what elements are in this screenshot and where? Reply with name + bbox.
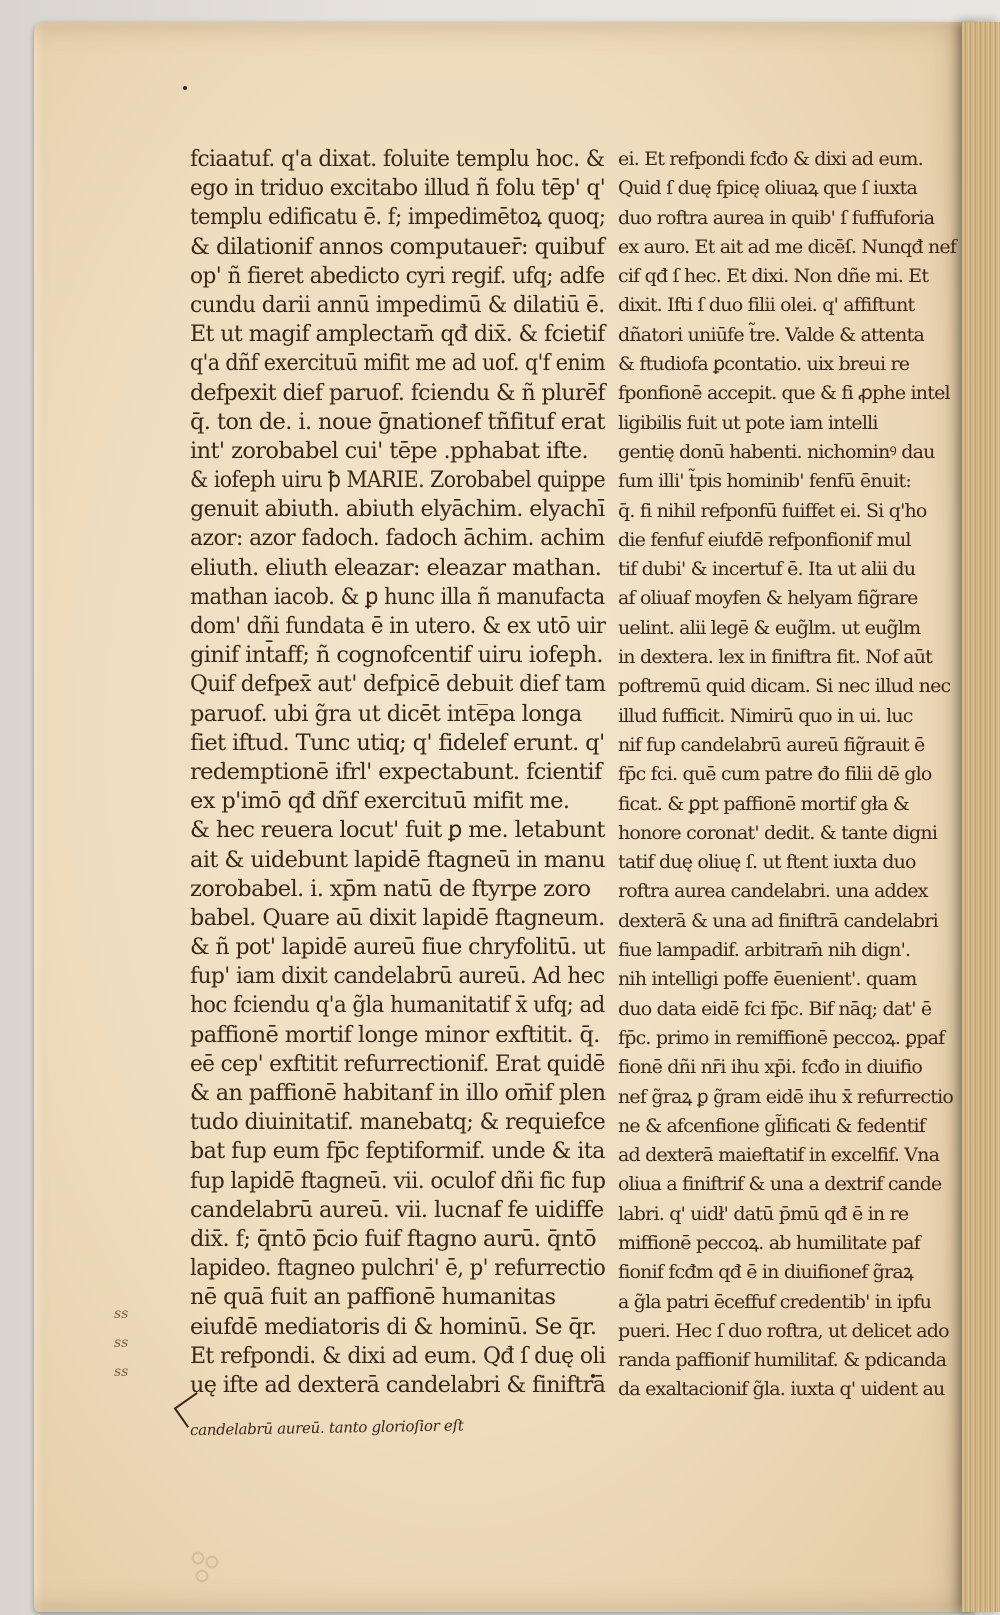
text-line: redemptionē ifrl' expectabunt. fcientif <box>190 758 602 785</box>
text-line: & ñ pot' lapidē aureū fiue chryfolitū. ut <box>190 934 605 961</box>
text-line: roftra aurea candelabri. una addex <box>618 880 928 903</box>
text-line: af oliuaf moyfen & helyam fig̃rare <box>618 587 918 610</box>
text-line: poftremū quid dicam. Si nec illud nec <box>618 675 951 698</box>
text-line: dom' dñi fundata ē in utero. & ex utō uir <box>190 613 606 639</box>
text-line: eē cep' exftitit refurrectionif. Erat quidē <box>190 1050 605 1077</box>
text-line: nif fup candelabrū aureū fig̃rauit ē <box>618 733 925 756</box>
text-line: & an paffionē habitanf in illo om̄if plen <box>190 1080 606 1106</box>
text-line: fp̄c. primo in remiffionē peccoꝝ. ꝑpaf <box>618 1026 945 1049</box>
text-line: Et ut magif amplectam̄ qđ dix̄. & fcietif <box>190 321 605 348</box>
margin-mark: ss <box>114 1335 129 1351</box>
text-line: nih intelligi poffe ēuenient'. quam <box>618 968 917 991</box>
text-line: pueri. Hec ſ duo roftra, ut delicet ado <box>618 1319 949 1342</box>
left-text-column <box>190 145 605 1400</box>
text-line: babel. Quare aū dixit lapidē ftagneum. <box>190 904 605 931</box>
text-line: oliua a finiftrif & una a dextrif cande <box>618 1173 942 1196</box>
text-line: fup lapidē ftagneū. vii. oculof dñi fic fup <box>190 1167 606 1194</box>
text-line: ligibilis fuit ut pote iam intelli <box>618 411 878 434</box>
text-line: eiufdē mediatoris di & hominū. Se q̄r. <box>190 1313 597 1340</box>
text-line: ne & afcenfione gl̃ificati & fedentif <box>618 1114 925 1137</box>
text-line: hoc fciendu q'a g̃la humanitatif x̄ ufq; ad <box>190 992 605 1019</box>
text-line: ficat. & ꝑpt paffionē mortif gła & <box>618 792 909 815</box>
ink-dot <box>183 86 187 90</box>
text-line: op' ñ fieret abedicto cyri regif. ufq; adfe <box>190 262 605 289</box>
text-line: q'a dñf exercituū mifit me ad uof. q'f enim <box>190 350 606 377</box>
text-line: fp̄c fci. quē cum patre đo filii dē glo <box>618 763 932 786</box>
text-line: fiue lampadif. arbitram̄ nih dign'. <box>618 939 911 962</box>
text-line: dñatori uniūfe t̃re. Valde & attenta <box>618 323 924 346</box>
text-line: randa paffionif humilitaf. & pdicanda <box>618 1349 947 1372</box>
text-line: ad dexterā maieftatif in excelfif. Vna <box>618 1144 940 1167</box>
text-line: ego in triduo excitabo illud ñ folu tēp' q' <box>190 175 606 202</box>
text-line: int' zorobabel cui' tēpe .pphabat ifte. <box>190 437 589 464</box>
text-line: azor: azor fadoch. fadoch āchim. achim <box>190 525 605 552</box>
margin-mark: ss <box>114 1364 129 1380</box>
text-line: templu edificatu ē. f; impedimētoꝝ quoq; <box>190 204 606 231</box>
text-line: dixit. Ifti ſ duo filii olei. q' affiftunt <box>618 294 915 317</box>
text-line: fionē dñi nr̄i ihu xp̄i. fcđo in diuifio <box>618 1056 923 1079</box>
text-line: ait & uidebunt lapidē ftagneū in manu <box>190 846 606 873</box>
text-line: fum illi' t̃pis hominib' fenfū ēnuit: <box>618 470 911 493</box>
text-line: honore coronat' dedit. & tante digni <box>618 821 938 844</box>
text-line: paruof. ubi g̃ra ut dicēt inte̅pa longa <box>190 700 582 727</box>
text-line: bat fup eum fp̄c feptiformif. unde & ita <box>190 1138 605 1165</box>
text-line: & hec reuera locut' fuit ꝑ me. letabunt <box>190 817 605 844</box>
text-line: in dextera. lex in finiftra fit. Nof aūt <box>618 646 932 669</box>
text-line: q̄. fi nihil refponfū fuiffet ei. Si q'ho <box>618 499 927 522</box>
text-line: ex p'imō qđ dñf exercituū mifit me. <box>190 788 570 815</box>
text-line: lapideo. ftagneo pulchri' ē, p' refurrectio <box>190 1255 606 1282</box>
right-text-column <box>618 145 958 1405</box>
text-line: fionif fcđm qđ ē in diuifionef g̃raꝝ <box>618 1261 914 1284</box>
text-line: ex auro. Et ait ad me dicēſ. Nunqđ nef <box>618 235 957 258</box>
text-line: gentię donū habenti. nichominꝰ dau <box>618 440 935 463</box>
text-line: Et refpondi. & dixi ad eum. Qđ ſ duę oli <box>190 1342 606 1369</box>
page-fore-edge <box>962 22 1000 1612</box>
bottom-marginal-note: candelabrū aureū. tanto glorioſior eſt <box>189 1416 464 1440</box>
text-line: fiet iftud. Tunc utiq; q' fidelef erunt. q' <box>190 729 605 756</box>
text-line: dexterā & una ad finiftrā candelabri <box>618 909 938 932</box>
text-line: cundu darii annū impedimū & dilatiū ē. <box>190 291 605 318</box>
parchment-stain <box>188 1548 224 1588</box>
text-line: nef g̃raꝝ ꝑ g̃ram eidē ihu x̄ refurrectio <box>618 1085 954 1108</box>
text-line: paffionē mortif longe minor exftitit. q̄. <box>190 1021 600 1048</box>
text-line: Quif defpex̄ aut' defpicē debuit dief tam <box>190 671 606 698</box>
text-line: ei. Et refpondi fcđo & dixi ad eum. <box>618 148 923 170</box>
text-line: q̄. ton de. i. noue ḡnationef tñfituf erat <box>190 408 605 435</box>
text-line: genuit abiuth. abiuth elyāchim. elyachī <box>190 496 605 523</box>
text-line: uę ifte ad dexterā candelabri & finiftrā <box>190 1371 606 1398</box>
text-line: fciaatuf. q'a dixat. foluite templu hoc. & <box>190 146 605 172</box>
text-line: mathan iacob. & ꝑ hunc illa ñ manufacta <box>190 583 605 610</box>
text-line: labri. q' uidł' datū p̄mū qđ ē in re <box>618 1202 909 1225</box>
text-line: duo data eidē fci fp̄c. Bif nāq; dat' ē <box>618 997 932 1020</box>
text-line: illud fufficit. Nimirū quo in ui. luc <box>618 704 913 727</box>
text-line: fup' iam dixit candelabrū aureū. Ad hec <box>190 963 605 990</box>
text-line: da exaltacionif g̃la. iuxta q' uident au <box>618 1378 945 1401</box>
margin-mark: ss <box>114 1306 129 1322</box>
text-line: die fenfuf eiufdē refponfionif mul <box>618 528 911 551</box>
text-line: & iofeph uiru ꝥ MARIE. Zorobabel quippe <box>190 467 606 494</box>
text-line: duo roftra aurea in quib' ſ fuffuforia <box>618 206 935 229</box>
text-line: candelabrū aureū. vii. lucnaf fe uidiffe <box>190 1196 604 1223</box>
text-line: & dilationif annos computauer̄: quibuf <box>190 233 605 260</box>
text-line: & ftudiofa ꝑcontatio. uix breui re <box>618 353 910 376</box>
text-line: defpexit dief paruof. fciendu & ñ plurēf <box>190 379 605 406</box>
text-line: miffionē peccoꝝ. ab humilitate paf <box>618 1231 920 1254</box>
text-line: ginif int̄aff; ñ cognofcentif uiru iofeph. <box>190 642 603 669</box>
text-line: eliuth. eliuth eleazar: eleazar mathan. <box>190 554 602 581</box>
text-line: a g̃la patri ēceffuf credentib' in ipfu <box>618 1290 932 1313</box>
text-line: tatif duę oliuę ſ. ut ftent iuxta duo <box>618 851 916 874</box>
text-line: uelint. alii legē & eug̃lm. ut eug̃lm <box>618 616 921 639</box>
text-line: fponfionē accepit. que & fi ꝓphe intel <box>618 382 950 405</box>
text-line: cif qđ ſ hec. Et dixi. Non dñe mi. Et <box>618 265 929 288</box>
text-line: tudo diuinitatif. manebatq; & requiefce <box>190 1109 606 1136</box>
text-line: dix̄. f; q̄ntō p̄cio fuif ftagno aurū. q̄ntō <box>190 1225 596 1252</box>
text-line: nē quā fuit an paffionē humanitas <box>190 1284 556 1311</box>
text-line: Quid ſ duę fpicę oliuaꝝ que ſ iuxta <box>618 177 917 200</box>
text-line: zorobabel. i. xp̄m natū de ftyrpe zoro <box>190 875 591 902</box>
text-line: tif dubi' & incertuf ē. Ita ut alii du <box>618 558 916 581</box>
